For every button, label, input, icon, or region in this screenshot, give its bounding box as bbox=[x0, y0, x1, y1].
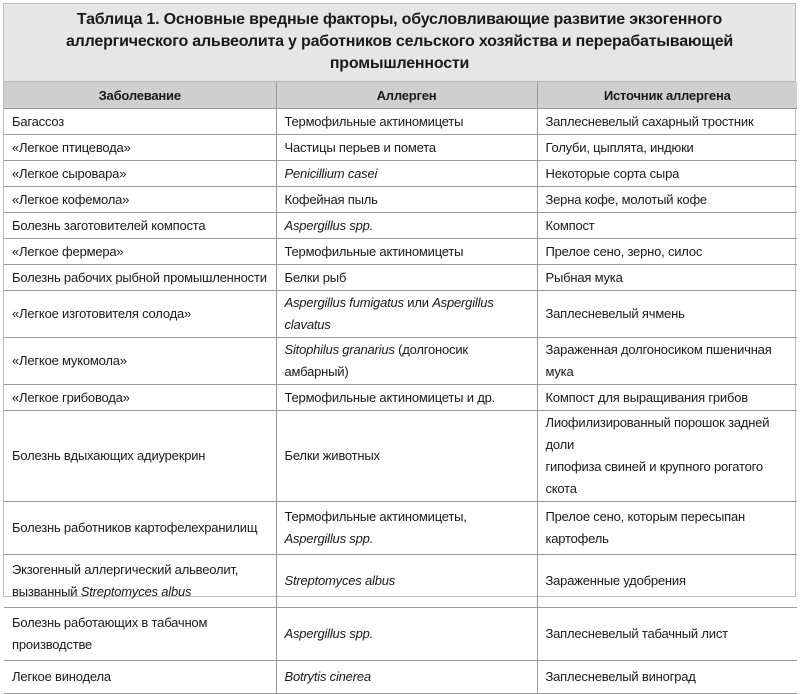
table-row bbox=[4, 291, 797, 338]
allergen-cell: Кофейная пыль bbox=[276, 187, 537, 213]
disease-cell: Багассоз bbox=[4, 109, 276, 135]
allergen-line-1: Термофильные актиномицеты, bbox=[284, 509, 467, 524]
allergen-cell: Penicillium casei bbox=[276, 161, 537, 187]
allergen-cell: Термофильные актиномицеты bbox=[276, 239, 537, 265]
table-row bbox=[4, 411, 797, 502]
table-row bbox=[4, 385, 797, 411]
table-row bbox=[4, 608, 797, 661]
source-cell: Компост bbox=[537, 213, 797, 239]
allergen-cell bbox=[276, 502, 537, 555]
allergen-note: (долгоносик амбарный) bbox=[284, 342, 468, 379]
source-cell: Голуби, цыплята, индюки bbox=[537, 135, 797, 161]
disease-cell: «Легкое сыровара» bbox=[4, 161, 276, 187]
allergen-table bbox=[4, 82, 797, 694]
header-allergen: Аллерген bbox=[276, 82, 537, 109]
disease-species: Streptomyces albus bbox=[80, 584, 192, 599]
header-source: Источник аллергена bbox=[537, 82, 797, 109]
disease-cell: «Легкое птицевода» bbox=[4, 135, 276, 161]
disease-cell bbox=[4, 608, 276, 661]
allergen-cell: Белки животных bbox=[276, 411, 537, 502]
table-row bbox=[4, 135, 797, 161]
disease-cell: Болезнь работников картофелехранилищ bbox=[4, 502, 276, 555]
table-title bbox=[4, 4, 795, 82]
disease-prefix: вызванный bbox=[12, 584, 81, 599]
table-row bbox=[4, 213, 797, 239]
disease-line-1: Болезнь работающих в табачном bbox=[12, 615, 208, 630]
title-line-1: Таблица 1. Основные вредные факторы, обусловливающие развитие экзогенного bbox=[76, 11, 723, 28]
disease-cell: Болезнь вдыхающих адиурекрин bbox=[4, 411, 276, 502]
allergen-species-b: Aspergillus clavatus bbox=[284, 295, 494, 332]
source-cell: Зараженная долгоносиком пшеничная мука bbox=[537, 338, 797, 385]
disease-cell bbox=[4, 555, 276, 608]
table-row bbox=[4, 239, 797, 265]
disease-cell: «Легкое фермера» bbox=[4, 239, 276, 265]
disease-cell: «Легкое мукомола» bbox=[4, 338, 276, 385]
table-row bbox=[4, 555, 797, 608]
source-line-1: Лиофилизированный порошок задней доли bbox=[545, 415, 770, 452]
allergen-cell bbox=[276, 291, 537, 338]
disease-line-2: производстве bbox=[12, 637, 93, 652]
disease-cell: Легкое винодела bbox=[4, 661, 276, 694]
allergen-cell: Botrytis cinerea bbox=[276, 661, 537, 694]
table-row bbox=[4, 502, 797, 555]
source-cell: Некоторые сорта сыра bbox=[537, 161, 797, 187]
header-row bbox=[4, 82, 797, 109]
disease-cell: «Легкое изготовителя солода» bbox=[4, 291, 276, 338]
title-line-3: промышленности bbox=[329, 55, 470, 72]
source-cell: Заплесневелый ячмень bbox=[537, 291, 797, 338]
table-row bbox=[4, 265, 797, 291]
source-cell: Прелое сено, которым пересыпан картофель bbox=[537, 502, 797, 555]
table-row bbox=[4, 338, 797, 385]
allergen-cell: Белки рыб bbox=[276, 265, 537, 291]
table-row bbox=[4, 187, 797, 213]
table-row bbox=[4, 109, 797, 135]
table-row bbox=[4, 161, 797, 187]
title-line-2: аллергического альвеолита у работников сельского хозяйства и перерабатывающей bbox=[65, 33, 734, 50]
source-cell: Прелое сено, зерно, силос bbox=[537, 239, 797, 265]
table-row bbox=[4, 661, 797, 694]
source-cell: Компост для выращивания грибов bbox=[537, 385, 797, 411]
allergen-line-2: Aspergillus spp. bbox=[284, 531, 374, 546]
disease-line-1: Экзогенный аллергический альвеолит, bbox=[12, 562, 239, 577]
allergen-cell: Термофильные актиномицеты bbox=[276, 109, 537, 135]
disease-cell: «Легкое кофемола» bbox=[4, 187, 276, 213]
source-cell: Заплесневелый сахарный тростник bbox=[537, 109, 797, 135]
allergen-cell: Aspergillus spp. bbox=[276, 213, 537, 239]
disease-cell: Болезнь рабочих рыбной промышленности bbox=[4, 265, 276, 291]
disease-cell: «Легкое грибовода» bbox=[4, 385, 276, 411]
allergen-cell: Aspergillus spp. bbox=[276, 608, 537, 661]
allergen-cell: Термофильные актиномицеты и др. bbox=[276, 385, 537, 411]
allergen-cell: Частицы перьев и помета bbox=[276, 135, 537, 161]
disease-line-2 bbox=[12, 581, 270, 603]
allergen-connector: или bbox=[403, 295, 433, 310]
disease-cell: Болезнь заготовителей компоста bbox=[4, 213, 276, 239]
source-cell bbox=[537, 411, 797, 502]
document-page bbox=[3, 3, 796, 684]
source-cell: Заплесневелый табачный лист bbox=[537, 608, 797, 661]
allergen-cell bbox=[276, 338, 537, 385]
source-cell: Зерна кофе, молотый кофе bbox=[537, 187, 797, 213]
source-cell: Рыбная мука bbox=[537, 265, 797, 291]
allergen-species-a: Aspergillus fumigatus bbox=[284, 295, 404, 310]
source-cell: Заплесневелый виноград bbox=[537, 661, 797, 694]
allergen-cell: Streptomyces albus bbox=[276, 555, 537, 608]
source-cell: Зараженные удобрения bbox=[537, 555, 797, 608]
header-disease: Заболевание bbox=[4, 82, 276, 109]
source-line-2: гипофиза свиней и крупного рогатого скота bbox=[545, 459, 763, 496]
allergen-species: Sitophilus granarius bbox=[284, 342, 395, 357]
